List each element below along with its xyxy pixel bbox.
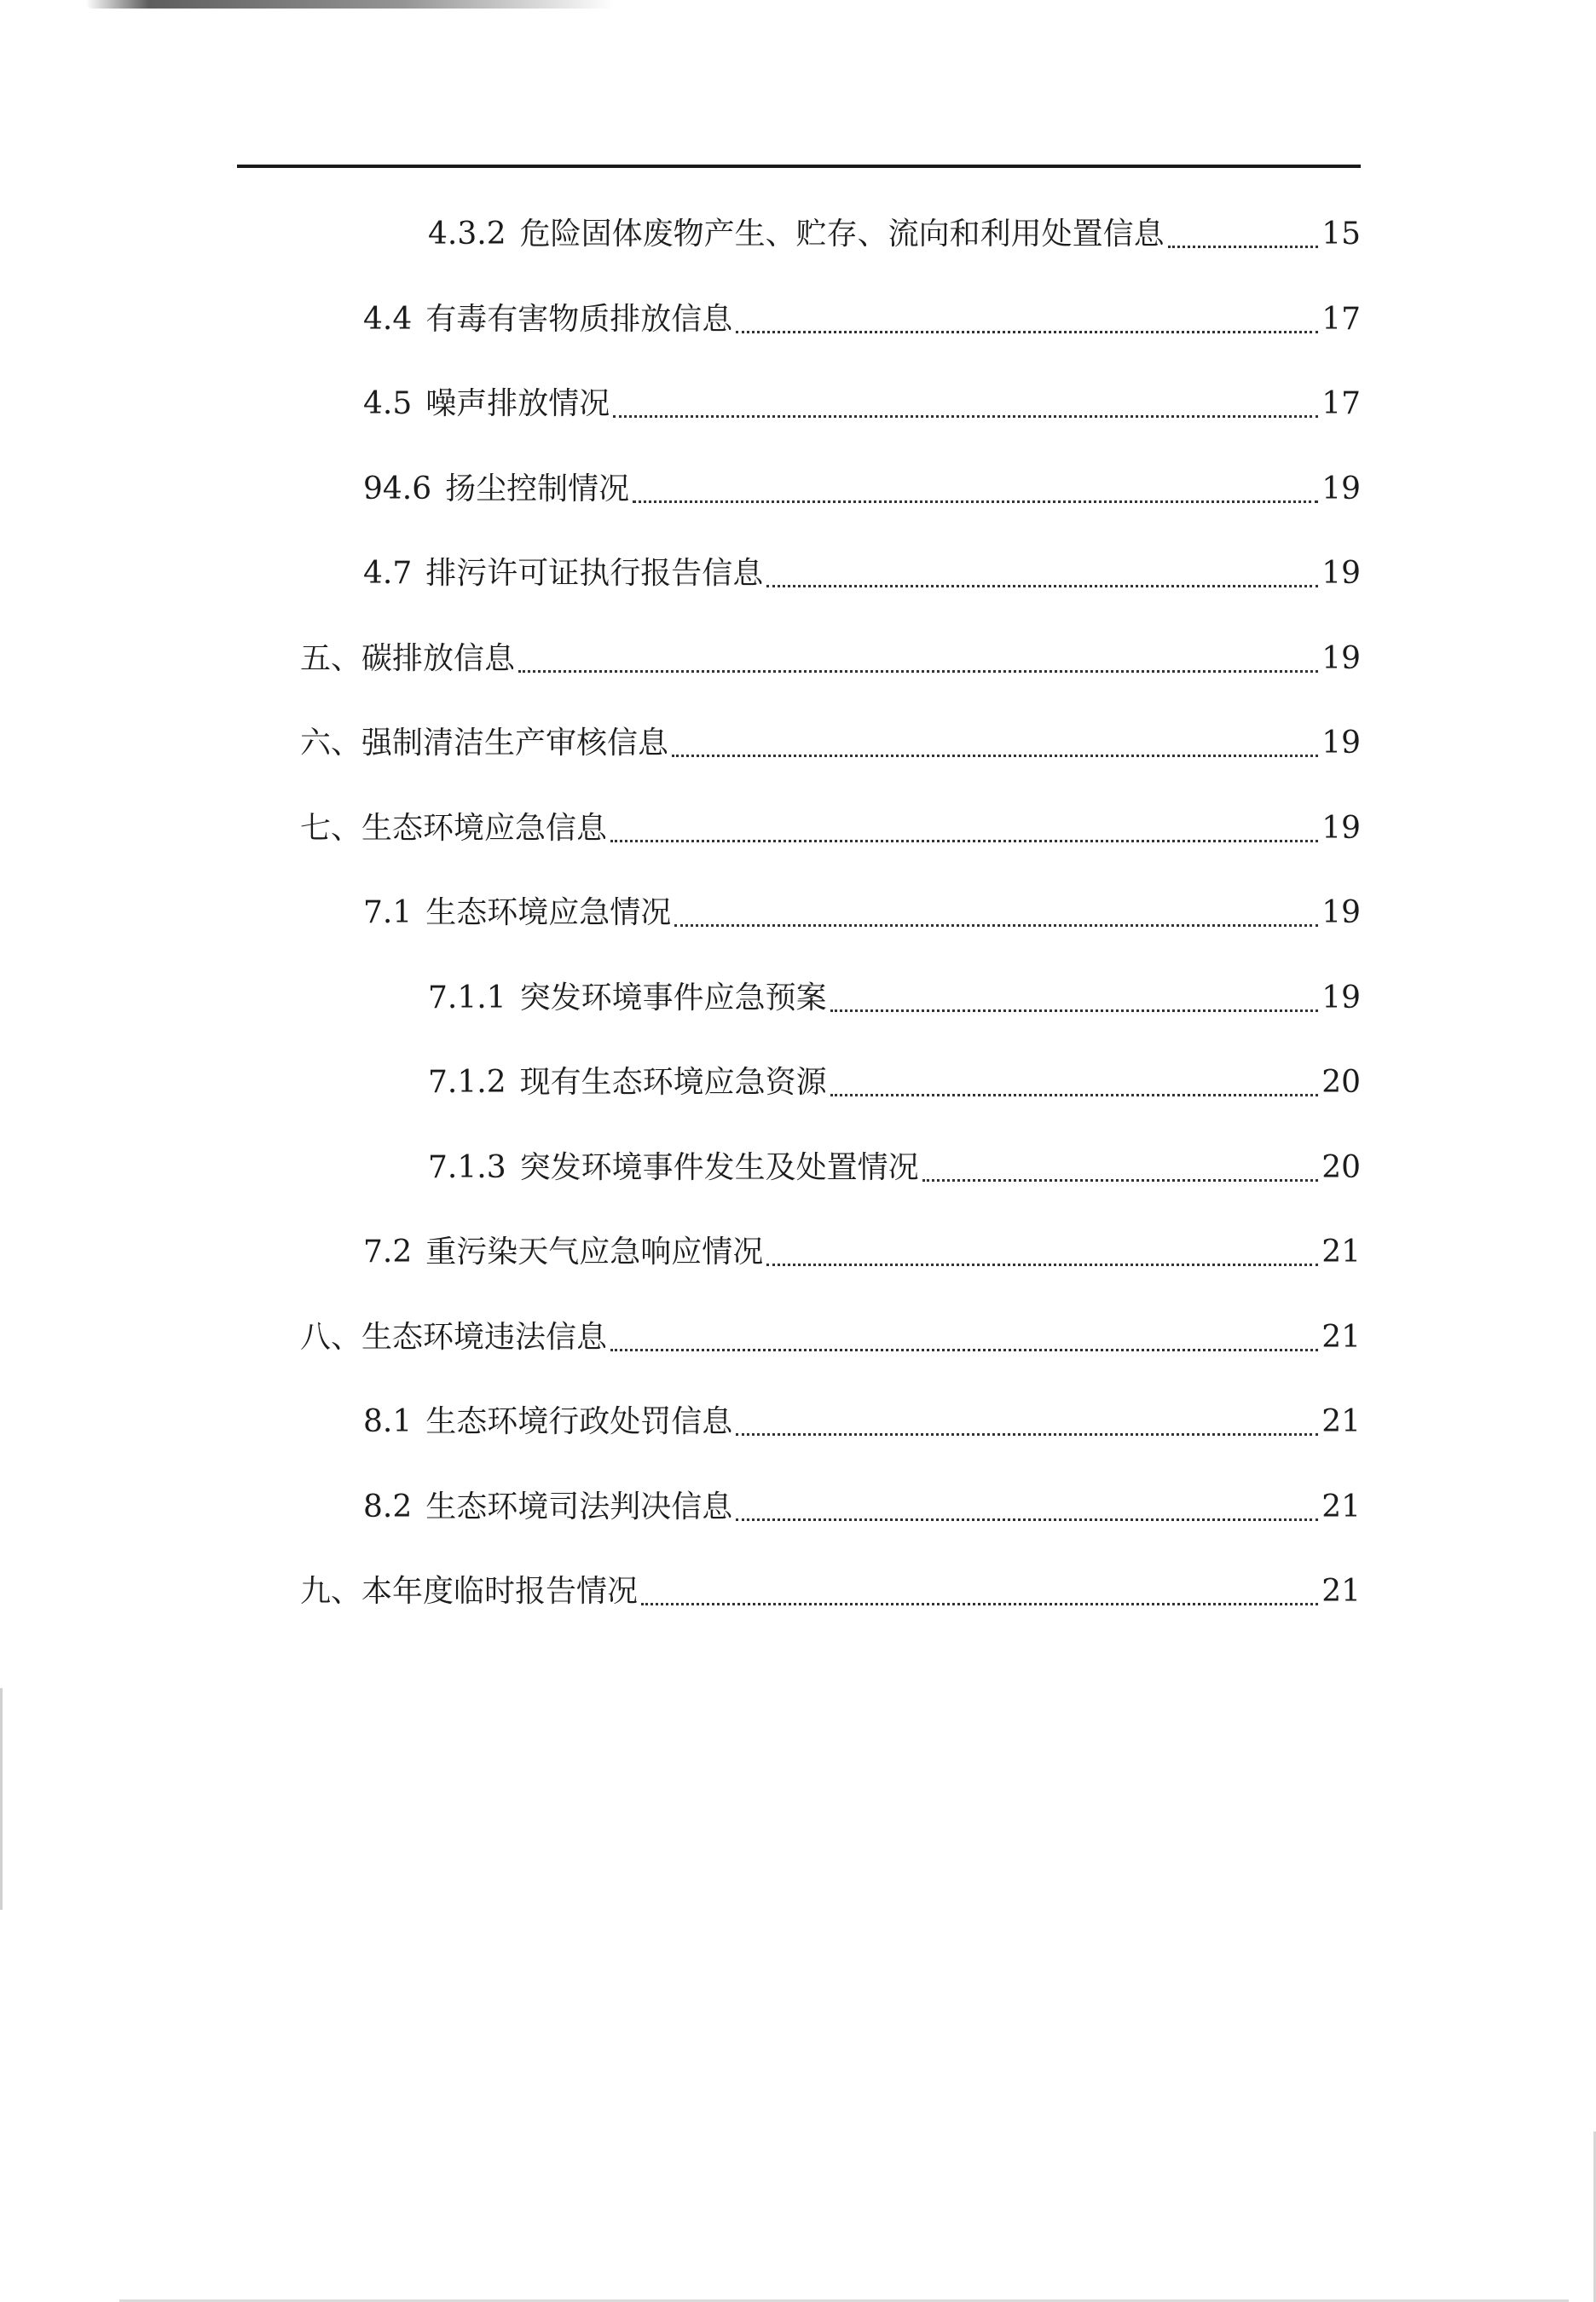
toc-dot-leader xyxy=(766,585,1318,587)
scan-shadow-top xyxy=(85,0,614,9)
toc-entry-page-number: 17 xyxy=(1321,302,1361,337)
toc-entry[interactable] xyxy=(363,1397,1361,1448)
toc-entry-number: 4.7 xyxy=(363,556,413,591)
toc-entry[interactable] xyxy=(363,464,1361,515)
toc-entry-title: 六、强制清洁生产审核信息 xyxy=(300,726,669,761)
toc-entry-page-number: 21 xyxy=(1321,1489,1361,1524)
toc-entry-title: 危险固体废物产生、贮存、流向和利用处置信息 xyxy=(519,217,1165,252)
toc-entry-page-number: 19 xyxy=(1321,471,1361,506)
toc-dot-leader xyxy=(641,1603,1318,1605)
toc-entry[interactable] xyxy=(363,379,1361,430)
toc-dot-leader xyxy=(766,1264,1318,1266)
toc-entry[interactable] xyxy=(363,294,1361,345)
toc-dot-leader xyxy=(922,1179,1319,1182)
toc-entry-page-number: 19 xyxy=(1321,811,1361,846)
toc-entry-page-number: 17 xyxy=(1321,386,1361,421)
toc-entry[interactable] xyxy=(300,718,1361,769)
toc-entry-title: 现有生态环境应急资源 xyxy=(519,1065,827,1100)
toc-dot-leader xyxy=(633,500,1318,503)
toc-entry-title: 生态环境行政处罚信息 xyxy=(425,1404,733,1439)
toc-entry-number: 7.1.1 xyxy=(428,980,506,1015)
toc-entry[interactable] xyxy=(428,209,1361,260)
toc-entry-page-number: 21 xyxy=(1321,1574,1361,1609)
toc-entry-page-number: 19 xyxy=(1321,980,1361,1015)
toc-entry-page-number: 15 xyxy=(1321,217,1361,252)
toc-entry-page-number: 20 xyxy=(1321,1065,1361,1100)
toc-entry[interactable] xyxy=(300,1566,1361,1617)
toc-entry-title: 扬尘控制情况 xyxy=(445,471,630,506)
toc-entry[interactable] xyxy=(428,1142,1361,1194)
toc-entry[interactable] xyxy=(363,888,1361,939)
toc-dot-leader xyxy=(610,840,1318,842)
toc-dot-leader xyxy=(736,331,1318,333)
toc-entry-page-number: 21 xyxy=(1321,1235,1361,1270)
toc-entry[interactable] xyxy=(363,1482,1361,1533)
toc-entry-title: 噪声排放情况 xyxy=(425,386,610,421)
toc-dot-leader xyxy=(1168,246,1319,248)
toc-entry[interactable] xyxy=(300,633,1361,685)
toc-entry-number: 4.3.2 xyxy=(428,217,506,252)
toc-entry-page-number: 19 xyxy=(1321,726,1361,761)
header-rule xyxy=(237,165,1361,168)
toc-entry-number: 8.2 xyxy=(363,1489,413,1524)
toc-dot-leader xyxy=(736,1433,1318,1436)
toc-entry-title: 生态环境司法判决信息 xyxy=(425,1489,733,1524)
toc-dot-leader xyxy=(613,415,1318,418)
toc-entry[interactable] xyxy=(363,548,1361,599)
toc-entry[interactable] xyxy=(300,1312,1361,1363)
toc-entry-page-number: 20 xyxy=(1321,1150,1361,1185)
toc-entry-title: 有毒有害物质排放信息 xyxy=(425,302,733,337)
toc-entry-title: 突发环境事件应急预案 xyxy=(519,980,827,1015)
toc-entry-page-number: 19 xyxy=(1321,556,1361,591)
toc-dot-leader xyxy=(830,1009,1319,1012)
toc-entry-title: 七、生态环境应急信息 xyxy=(300,811,608,846)
toc-entry-number: 4.5 xyxy=(363,386,413,421)
toc-dot-leader xyxy=(830,1094,1319,1096)
toc-entry-number: 4.4 xyxy=(363,302,413,337)
toc-entry-number: 7.2 xyxy=(363,1235,413,1270)
toc-entry-title: 五、碳排放信息 xyxy=(300,641,516,676)
toc-entry[interactable] xyxy=(363,1227,1361,1278)
toc-entry-number: 7.1.2 xyxy=(428,1065,506,1100)
toc-entry[interactable] xyxy=(428,1057,1361,1108)
scan-edge-left xyxy=(0,1688,3,1910)
toc-dot-leader xyxy=(736,1518,1318,1521)
toc-dot-leader xyxy=(674,924,1318,927)
toc-dot-leader xyxy=(610,1349,1318,1351)
toc-entry-title: 生态环境应急情况 xyxy=(425,895,672,930)
toc-entry-title: 九、本年度临时报告情况 xyxy=(300,1574,639,1609)
toc-entry[interactable] xyxy=(300,803,1361,854)
toc-entry-title: 突发环境事件发生及处置情况 xyxy=(519,1150,919,1185)
toc-entry-title: 重污染天气应急响应情况 xyxy=(425,1235,764,1270)
toc-entry-title: 排污许可证执行报告信息 xyxy=(425,556,764,591)
toc-entry-page-number: 19 xyxy=(1321,895,1361,930)
toc-entry-title: 八、生态环境违法信息 xyxy=(300,1320,608,1355)
toc-entry[interactable] xyxy=(428,973,1361,1024)
toc-entry-number: 8.1 xyxy=(363,1404,413,1439)
toc-entry-number: 94.6 xyxy=(363,471,432,506)
toc-entry-page-number: 19 xyxy=(1321,641,1361,676)
toc-entry-number: 7.1 xyxy=(363,895,413,930)
toc-dot-leader xyxy=(672,755,1318,757)
toc-entry-page-number: 21 xyxy=(1321,1320,1361,1355)
toc-entry-number: 7.1.3 xyxy=(428,1150,506,1185)
toc-dot-leader xyxy=(518,670,1318,673)
toc-entry-page-number: 21 xyxy=(1321,1404,1361,1439)
